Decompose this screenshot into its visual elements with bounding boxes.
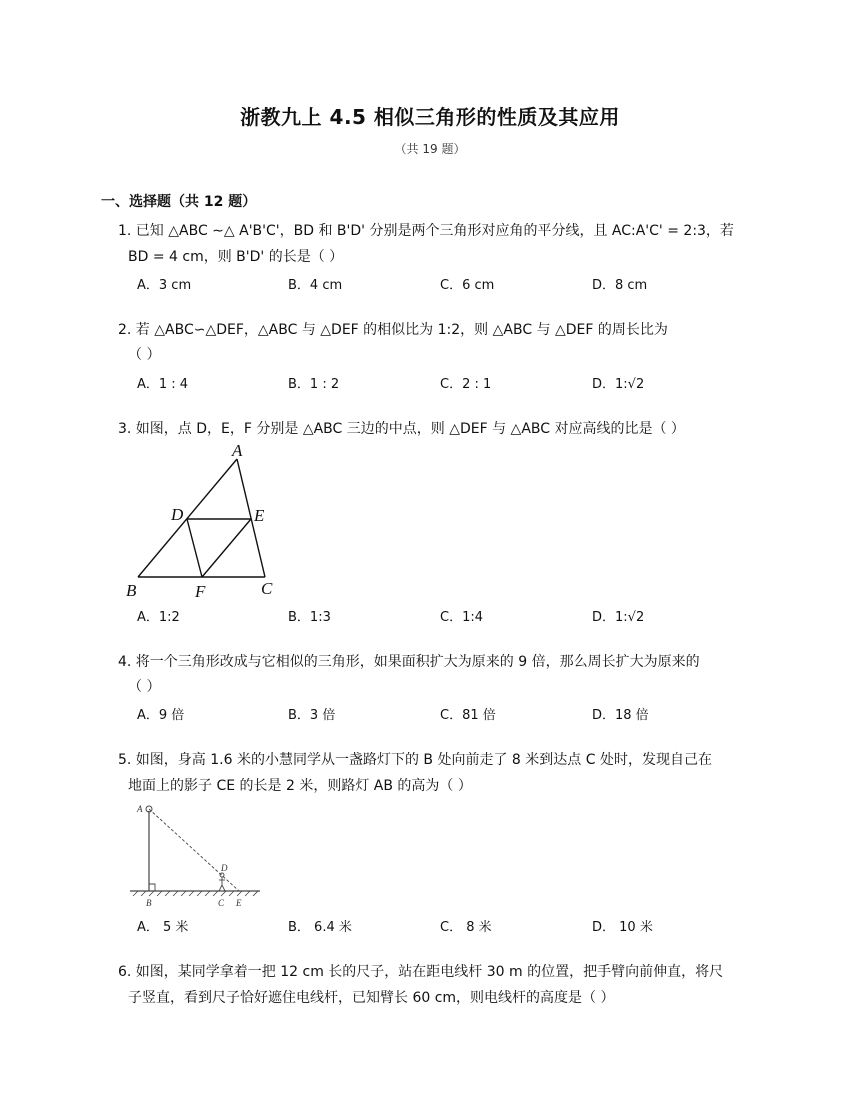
- page-title: 浙教九上 4.5 相似三角形的性质及其应用: [240, 105, 620, 129]
- q4-option-a[interactable]: A．9 倍: [137, 708, 185, 723]
- q1-option-a[interactable]: A．3 cm: [137, 278, 192, 293]
- q2-option-d[interactable]: D．1:√2: [592, 377, 645, 392]
- q2-option-c[interactable]: C．2 : 1: [440, 377, 492, 392]
- question-4-line-1: 4. 将一个三角形改成与它相似的三角形，如果面积扩大为原来的 9 倍，那么周长扩大为原来的: [118, 654, 700, 670]
- question-6-line-2: 子竖直，看到尺子恰好遮住电线杆，已知臂长 60 cm，则电线杆的高度是（ ）: [128, 990, 615, 1006]
- question-1-line-1: 1. 已知 △ABC ∼△ A'B'C'，BD 和 B'D' 分别是两个三角形对应角的平分线，且 AC:A'C' = 2:3，若: [118, 223, 734, 239]
- q1-option-d[interactable]: D．8 cm: [592, 278, 648, 293]
- label-d: D: [221, 863, 228, 873]
- label-e: E: [236, 898, 242, 908]
- question-count: （共 19 题）: [394, 142, 466, 156]
- question-2-line-2: （ ）: [128, 347, 161, 363]
- right-angle-mark: [149, 884, 155, 891]
- label-b: B: [146, 898, 152, 908]
- side-ab: [138, 459, 237, 577]
- label-a: A: [137, 804, 143, 814]
- segment-df: [187, 519, 202, 577]
- question-5-line-2: 地面上的影子 CE 的长是 2 米，则路灯 AB 的高为（ ）: [128, 778, 472, 794]
- q5-option-a[interactable]: A． 5 米: [137, 920, 189, 935]
- label-b: B: [126, 581, 137, 600]
- q3-option-c[interactable]: C．1:4: [440, 610, 483, 625]
- ground-hatching: [133, 891, 258, 896]
- label-f: F: [195, 582, 206, 601]
- q3-option-d[interactable]: D．1:√2: [592, 610, 645, 625]
- q3-option-b[interactable]: B．1:3: [288, 610, 331, 625]
- label-c: C: [261, 579, 273, 598]
- q2-option-b[interactable]: B．1 : 2: [288, 377, 340, 392]
- section-heading: 一、选择题（共 12 题）: [101, 194, 257, 210]
- label-a: A: [232, 441, 243, 460]
- q4-option-d[interactable]: D．18 倍: [592, 708, 649, 723]
- label-e: E: [254, 506, 265, 525]
- q3-option-a[interactable]: A．1:2: [137, 610, 180, 625]
- question-5-line-1: 5. 如图，身高 1.6 米的小慧同学从一盏路灯下的 B 处向前走了 8 米到达点 C 处时，发现自己在: [118, 752, 712, 768]
- question-4-line-2: （ ）: [128, 679, 161, 695]
- person-icon: [219, 873, 225, 891]
- q5-option-b[interactable]: B． 6.4 米: [288, 920, 352, 935]
- q4-option-b[interactable]: B．3 倍: [288, 708, 336, 723]
- label-c: C: [218, 898, 225, 908]
- question-2-line-1: 2. 若 △ABC∽△DEF，△ABC 与 △DEF 的相似比为 1:2，则 △ABC 与 △DEF 的周长比为: [118, 322, 668, 338]
- street-lamp-figure: [130, 800, 265, 910]
- q2-option-a[interactable]: A．1 : 4: [137, 377, 189, 392]
- question-3-line-1: 3. 如图，点 D，E，F 分别是 △ABC 三边的中点，则 △DEF 与 △ABC 对应高线的比是（ ）: [118, 421, 685, 437]
- light-ray: [149, 809, 239, 891]
- segment-ef: [202, 519, 251, 577]
- q4-option-c[interactable]: C．81 倍: [440, 708, 496, 723]
- label-d: D: [171, 505, 184, 524]
- q1-option-c[interactable]: C．6 cm: [440, 278, 495, 293]
- triangle-midpoint-figure: [120, 440, 290, 602]
- q1-option-b[interactable]: B．4 cm: [288, 278, 343, 293]
- question-6-line-1: 6. 如图，某同学拿着一把 12 cm 长的尺子，站在距电线杆 30 m 的位置，把手臂向前伸直，将尺: [118, 964, 724, 980]
- q5-option-d[interactable]: D． 10 米: [592, 920, 653, 935]
- q5-option-c[interactable]: C． 8 米: [440, 920, 492, 935]
- question-1-line-2: BD = 4 cm，则 B'D' 的长是（ ）: [128, 249, 344, 265]
